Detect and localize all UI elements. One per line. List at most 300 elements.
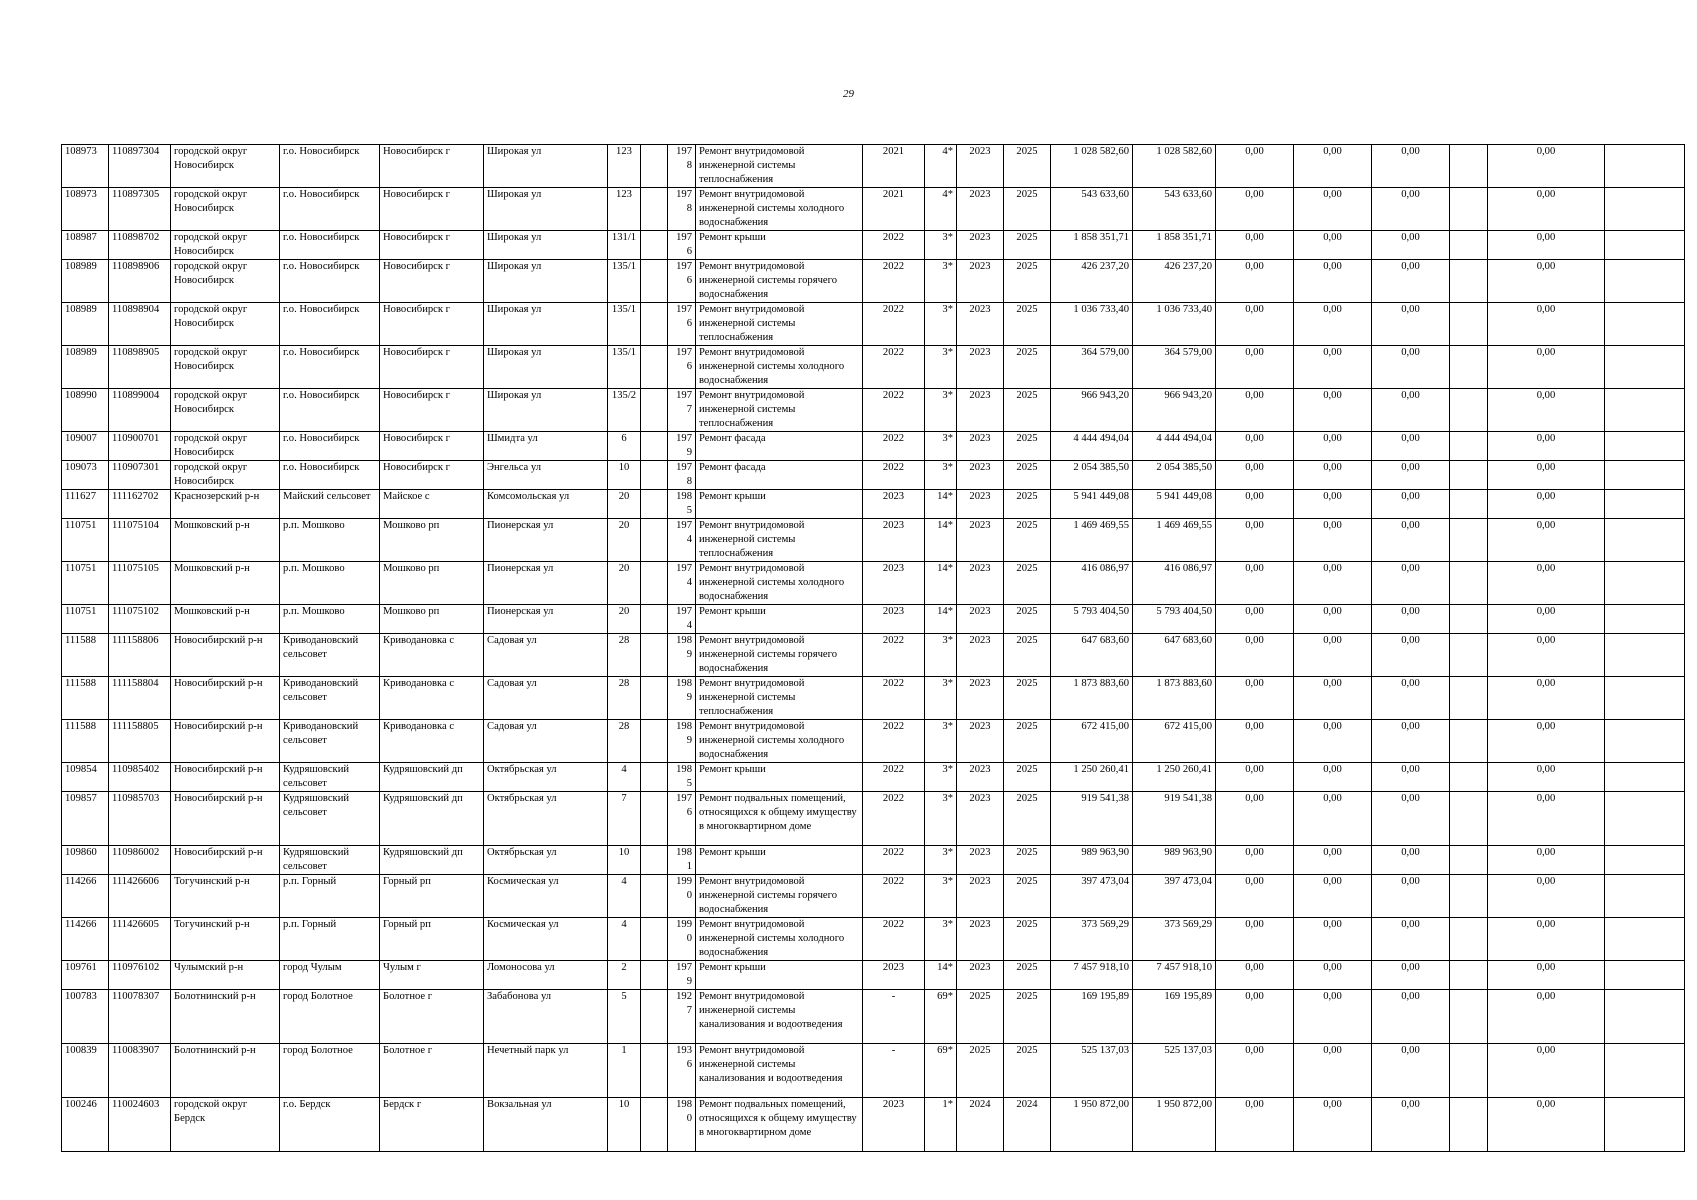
cell-municipality: городской округ Новосибирск xyxy=(171,389,280,432)
cell-work-type: Ремонт внутридомовой инженерной системы теплоснабжения xyxy=(696,145,863,188)
cell-regional-budget: 0,00 xyxy=(1294,918,1372,961)
cell-object-id: 108990 xyxy=(62,389,109,432)
cell-total-cost: 966 943,20 xyxy=(1051,389,1133,432)
cell-regional-fund: 397 473,04 xyxy=(1133,875,1216,918)
cell-note-mark: 3* xyxy=(925,346,957,389)
cell-work-id: 110897305 xyxy=(109,188,171,231)
cell-work-id: 111075102 xyxy=(109,605,171,634)
cell-building-letter xyxy=(641,1044,668,1098)
cell-blank-col xyxy=(1605,720,1685,763)
cell-extra-col xyxy=(1450,490,1488,519)
cell-settlement-type: Криводановский сельсовет xyxy=(280,720,380,763)
cell-regional-budget: 0,00 xyxy=(1294,389,1372,432)
table-row xyxy=(62,231,1685,260)
cell-start-year: 2023 xyxy=(957,634,1004,677)
cell-work-type: Ремонт внутридомовой инженерной системы теплоснабжения xyxy=(696,677,863,720)
cell-end-year: 2025 xyxy=(1004,346,1051,389)
cell-object-id: 111627 xyxy=(62,490,109,519)
cell-extra-col xyxy=(1450,990,1488,1044)
cell-settlement-type: г.о. Новосибирск xyxy=(280,303,380,346)
cell-extra-col xyxy=(1450,763,1488,792)
cell-year-built: 1990 xyxy=(668,875,696,918)
cell-total-cost: 1 858 351,71 xyxy=(1051,231,1133,260)
cell-locality: Горный рп xyxy=(380,918,484,961)
cell-year-built: 1978 xyxy=(668,188,696,231)
cell-extra-col xyxy=(1450,303,1488,346)
cell-owners-funds: 0,00 xyxy=(1488,260,1605,303)
cell-work-type: Ремонт крыши xyxy=(696,846,863,875)
cell-extra-col xyxy=(1450,461,1488,490)
cell-object-id: 109073 xyxy=(62,461,109,490)
cell-settlement-type: Криводановский сельсовет xyxy=(280,677,380,720)
cell-work-type: Ремонт подвальных помещений, относящихся к общему имуществу в многоквартирном доме xyxy=(696,1098,863,1152)
cell-municipality: Краснозерский р-н xyxy=(171,490,280,519)
cell-work-id: 111158806 xyxy=(109,634,171,677)
cell-start-year: 2023 xyxy=(957,846,1004,875)
cell-blank-col xyxy=(1605,1044,1685,1098)
cell-settlement-type: р.п. Горный xyxy=(280,918,380,961)
cell-settlement-type: Кудряшовский сельсовет xyxy=(280,846,380,875)
cell-end-year: 2025 xyxy=(1004,562,1051,605)
cell-total-cost: 169 195,89 xyxy=(1051,990,1133,1044)
cell-settlement-type: г.о. Бердск xyxy=(280,1098,380,1152)
cell-object-id: 110751 xyxy=(62,519,109,562)
cell-regional-budget: 0,00 xyxy=(1294,605,1372,634)
cell-total-cost: 672 415,00 xyxy=(1051,720,1133,763)
cell-local-budget: 0,00 xyxy=(1372,792,1450,846)
cell-local-budget: 0,00 xyxy=(1372,432,1450,461)
cell-extra-col xyxy=(1450,634,1488,677)
cell-street: Октябрьская ул xyxy=(484,792,608,846)
cell-regional-fund: 416 086,97 xyxy=(1133,562,1216,605)
cell-municipality: Новосибирский р-н xyxy=(171,792,280,846)
cell-building-letter xyxy=(641,846,668,875)
cell-regional-fund: 919 541,38 xyxy=(1133,792,1216,846)
cell-year-built: 1978 xyxy=(668,461,696,490)
cell-local-budget: 0,00 xyxy=(1372,346,1450,389)
cell-end-year: 2025 xyxy=(1004,634,1051,677)
cell-federal-funds: 0,00 xyxy=(1216,961,1294,990)
cell-note-mark: 3* xyxy=(925,432,957,461)
cell-building-letter xyxy=(641,918,668,961)
cell-start-year: 2023 xyxy=(957,346,1004,389)
cell-settlement-type: г.о. Новосибирск xyxy=(280,231,380,260)
cell-building-letter xyxy=(641,562,668,605)
cell-year-built: 1976 xyxy=(668,231,696,260)
cell-extra-col xyxy=(1450,260,1488,303)
cell-extra-col xyxy=(1450,605,1488,634)
cell-extra-col xyxy=(1450,145,1488,188)
cell-regional-budget: 0,00 xyxy=(1294,1098,1372,1152)
cell-extra-col xyxy=(1450,875,1488,918)
cell-year-planned: 2022 xyxy=(863,346,925,389)
cell-street: Садовая ул xyxy=(484,677,608,720)
cell-extra-col xyxy=(1450,188,1488,231)
cell-owners-funds: 0,00 xyxy=(1488,1044,1605,1098)
cell-note-mark: 14* xyxy=(925,961,957,990)
cell-year-built: 1977 xyxy=(668,389,696,432)
cell-regional-budget: 0,00 xyxy=(1294,990,1372,1044)
cell-regional-budget: 0,00 xyxy=(1294,677,1372,720)
cell-year-planned: 2022 xyxy=(863,792,925,846)
cell-work-id: 110898905 xyxy=(109,346,171,389)
cell-street: Широкая ул xyxy=(484,145,608,188)
cell-object-id: 100246 xyxy=(62,1098,109,1152)
cell-settlement-type: р.п. Мошково xyxy=(280,562,380,605)
cell-house-number: 28 xyxy=(608,677,641,720)
cell-owners-funds: 0,00 xyxy=(1488,677,1605,720)
cell-year-planned: 2022 xyxy=(863,763,925,792)
cell-work-id: 110985703 xyxy=(109,792,171,846)
cell-work-id: 110078307 xyxy=(109,990,171,1044)
cell-settlement-type: г.о. Новосибирск xyxy=(280,260,380,303)
cell-blank-col xyxy=(1605,432,1685,461)
cell-work-type: Ремонт крыши xyxy=(696,605,863,634)
cell-locality: Новосибирск г xyxy=(380,231,484,260)
cell-year-planned: 2023 xyxy=(863,961,925,990)
table-row xyxy=(62,720,1685,763)
cell-regional-budget: 0,00 xyxy=(1294,432,1372,461)
cell-work-type: Ремонт внутридомовой инженерной системы канализования и водоотведения xyxy=(696,1044,863,1098)
cell-house-number: 4 xyxy=(608,875,641,918)
cell-street: Вокзальная ул xyxy=(484,1098,608,1152)
table-row xyxy=(62,918,1685,961)
cell-regional-fund: 1 858 351,71 xyxy=(1133,231,1216,260)
cell-regional-fund: 426 237,20 xyxy=(1133,260,1216,303)
cell-note-mark: 14* xyxy=(925,490,957,519)
cell-end-year: 2025 xyxy=(1004,763,1051,792)
cell-locality: Кудряшовский дп xyxy=(380,792,484,846)
cell-year-built: 1974 xyxy=(668,519,696,562)
cell-regional-budget: 0,00 xyxy=(1294,461,1372,490)
cell-note-mark: 3* xyxy=(925,677,957,720)
cell-owners-funds: 0,00 xyxy=(1488,519,1605,562)
cell-building-letter xyxy=(641,990,668,1044)
cell-year-built: 1976 xyxy=(668,303,696,346)
cell-total-cost: 1 873 883,60 xyxy=(1051,677,1133,720)
cell-locality: Мошково рп xyxy=(380,562,484,605)
cell-start-year: 2023 xyxy=(957,519,1004,562)
cell-year-built: 1976 xyxy=(668,260,696,303)
cell-end-year: 2025 xyxy=(1004,490,1051,519)
cell-house-number: 7 xyxy=(608,792,641,846)
cell-locality: Новосибирск г xyxy=(380,188,484,231)
table-row xyxy=(62,303,1685,346)
cell-object-id: 114266 xyxy=(62,918,109,961)
cell-object-id: 109860 xyxy=(62,846,109,875)
cell-work-id: 111158804 xyxy=(109,677,171,720)
cell-year-built: 1974 xyxy=(668,605,696,634)
cell-blank-col xyxy=(1605,634,1685,677)
cell-federal-funds: 0,00 xyxy=(1216,846,1294,875)
cell-blank-col xyxy=(1605,990,1685,1044)
cell-work-id: 110898906 xyxy=(109,260,171,303)
cell-note-mark: 69* xyxy=(925,1044,957,1098)
cell-year-planned: - xyxy=(863,990,925,1044)
cell-municipality: Мошковский р-н xyxy=(171,519,280,562)
cell-note-mark: 14* xyxy=(925,562,957,605)
cell-end-year: 2025 xyxy=(1004,145,1051,188)
cell-end-year: 2025 xyxy=(1004,990,1051,1044)
cell-object-id: 109007 xyxy=(62,432,109,461)
cell-object-id: 109854 xyxy=(62,763,109,792)
cell-total-cost: 373 569,29 xyxy=(1051,918,1133,961)
cell-settlement-type: город Болотное xyxy=(280,990,380,1044)
cell-settlement-type: г.о. Новосибирск xyxy=(280,389,380,432)
cell-note-mark: 3* xyxy=(925,763,957,792)
cell-building-letter xyxy=(641,303,668,346)
cell-total-cost: 364 579,00 xyxy=(1051,346,1133,389)
cell-local-budget: 0,00 xyxy=(1372,605,1450,634)
cell-owners-funds: 0,00 xyxy=(1488,875,1605,918)
cell-owners-funds: 0,00 xyxy=(1488,763,1605,792)
cell-federal-funds: 0,00 xyxy=(1216,461,1294,490)
page-number: 29 xyxy=(843,88,854,100)
cell-federal-funds: 0,00 xyxy=(1216,763,1294,792)
cell-locality: Криводановка с xyxy=(380,634,484,677)
cell-street: Пионерская ул xyxy=(484,562,608,605)
cell-street: Энгельса ул xyxy=(484,461,608,490)
cell-federal-funds: 0,00 xyxy=(1216,634,1294,677)
cell-street: Космическая ул xyxy=(484,918,608,961)
cell-regional-fund: 5 941 449,08 xyxy=(1133,490,1216,519)
cell-building-letter xyxy=(641,519,668,562)
cell-blank-col xyxy=(1605,260,1685,303)
cell-year-planned: 2022 xyxy=(863,875,925,918)
cell-building-letter xyxy=(641,389,668,432)
cell-year-built: 1990 xyxy=(668,918,696,961)
cell-year-planned: 2022 xyxy=(863,677,925,720)
cell-note-mark: 3* xyxy=(925,303,957,346)
cell-settlement-type: Криводановский сельсовет xyxy=(280,634,380,677)
cell-work-type: Ремонт внутридомовой инженерной системы канализования и водоотведения xyxy=(696,990,863,1044)
cell-municipality: Новосибирский р-н xyxy=(171,634,280,677)
table-row xyxy=(62,792,1685,846)
cell-year-planned: 2022 xyxy=(863,846,925,875)
cell-work-type: Ремонт подвальных помещений, относящихся к общему имуществу в многоквартирном доме xyxy=(696,792,863,846)
cell-locality: Новосибирск г xyxy=(380,303,484,346)
cell-house-number: 5 xyxy=(608,990,641,1044)
cell-building-letter xyxy=(641,763,668,792)
cell-municipality: городской округ Новосибирск xyxy=(171,461,280,490)
cell-local-budget: 0,00 xyxy=(1372,677,1450,720)
cell-street: Широкая ул xyxy=(484,260,608,303)
cell-year-planned: 2022 xyxy=(863,303,925,346)
cell-local-budget: 0,00 xyxy=(1372,918,1450,961)
cell-locality: Болотное г xyxy=(380,990,484,1044)
cell-note-mark: 4* xyxy=(925,145,957,188)
cell-regional-fund: 543 633,60 xyxy=(1133,188,1216,231)
cell-local-budget: 0,00 xyxy=(1372,461,1450,490)
cell-settlement-type: Майский сельсовет xyxy=(280,490,380,519)
cell-house-number: 4 xyxy=(608,763,641,792)
cell-settlement-type: г.о. Новосибирск xyxy=(280,346,380,389)
cell-street: Забабонова ул xyxy=(484,990,608,1044)
cell-end-year: 2025 xyxy=(1004,1044,1051,1098)
cell-note-mark: 3* xyxy=(925,231,957,260)
cell-locality: Кудряшовский дп xyxy=(380,846,484,875)
cell-locality: Бердск г xyxy=(380,1098,484,1152)
cell-blank-col xyxy=(1605,918,1685,961)
cell-work-id: 110083907 xyxy=(109,1044,171,1098)
cell-work-type: Ремонт крыши xyxy=(696,490,863,519)
cell-owners-funds: 0,00 xyxy=(1488,961,1605,990)
cell-blank-col xyxy=(1605,145,1685,188)
table-row xyxy=(62,432,1685,461)
cell-municipality: Новосибирский р-н xyxy=(171,846,280,875)
cell-note-mark: 3* xyxy=(925,634,957,677)
cell-year-planned: 2023 xyxy=(863,490,925,519)
cell-street: Широкая ул xyxy=(484,188,608,231)
table-row xyxy=(62,634,1685,677)
cell-blank-col xyxy=(1605,875,1685,918)
cell-extra-col xyxy=(1450,792,1488,846)
cell-locality: Новосибирск г xyxy=(380,461,484,490)
cell-end-year: 2025 xyxy=(1004,303,1051,346)
cell-extra-col xyxy=(1450,389,1488,432)
cell-federal-funds: 0,00 xyxy=(1216,490,1294,519)
cell-end-year: 2025 xyxy=(1004,605,1051,634)
cell-municipality: Болотнинский р-н xyxy=(171,1044,280,1098)
cell-extra-col xyxy=(1450,231,1488,260)
cell-blank-col xyxy=(1605,605,1685,634)
cell-start-year: 2023 xyxy=(957,961,1004,990)
cell-settlement-type: р.п. Горный xyxy=(280,875,380,918)
cell-extra-col xyxy=(1450,677,1488,720)
cell-object-id: 111588 xyxy=(62,634,109,677)
cell-regional-fund: 169 195,89 xyxy=(1133,990,1216,1044)
cell-year-built: 1985 xyxy=(668,763,696,792)
cell-regional-fund: 1 873 883,60 xyxy=(1133,677,1216,720)
cell-work-id: 110898904 xyxy=(109,303,171,346)
cell-note-mark: 4* xyxy=(925,188,957,231)
cell-street: Октябрьская ул xyxy=(484,846,608,875)
cell-street: Садовая ул xyxy=(484,634,608,677)
cell-regional-budget: 0,00 xyxy=(1294,519,1372,562)
cell-note-mark: 3* xyxy=(925,389,957,432)
cell-municipality: городской округ Новосибирск xyxy=(171,231,280,260)
cell-start-year: 2023 xyxy=(957,792,1004,846)
cell-end-year: 2025 xyxy=(1004,720,1051,763)
cell-local-budget: 0,00 xyxy=(1372,188,1450,231)
cell-federal-funds: 0,00 xyxy=(1216,231,1294,260)
cell-total-cost: 4 444 494,04 xyxy=(1051,432,1133,461)
cell-object-id: 100783 xyxy=(62,990,109,1044)
table-row xyxy=(62,961,1685,990)
cell-total-cost: 5 793 404,50 xyxy=(1051,605,1133,634)
cell-street: Широкая ул xyxy=(484,389,608,432)
cell-object-id: 108973 xyxy=(62,145,109,188)
cell-extra-col xyxy=(1450,961,1488,990)
cell-year-built: 1989 xyxy=(668,634,696,677)
cell-street: Октябрьская ул xyxy=(484,763,608,792)
cell-owners-funds: 0,00 xyxy=(1488,346,1605,389)
cell-work-id: 111075104 xyxy=(109,519,171,562)
cell-municipality: городской округ Новосибирск xyxy=(171,145,280,188)
cell-street: Садовая ул xyxy=(484,720,608,763)
cell-note-mark: 3* xyxy=(925,846,957,875)
cell-locality: Криводановка с xyxy=(380,677,484,720)
cell-owners-funds: 0,00 xyxy=(1488,918,1605,961)
cell-blank-col xyxy=(1605,490,1685,519)
cell-object-id: 108973 xyxy=(62,188,109,231)
cell-blank-col xyxy=(1605,461,1685,490)
cell-building-letter xyxy=(641,605,668,634)
cell-end-year: 2025 xyxy=(1004,260,1051,303)
cell-work-type: Ремонт фасада xyxy=(696,432,863,461)
cell-owners-funds: 0,00 xyxy=(1488,1098,1605,1152)
cell-house-number: 135/1 xyxy=(608,346,641,389)
cell-house-number: 135/1 xyxy=(608,303,641,346)
cell-municipality: городской округ Бердск xyxy=(171,1098,280,1152)
cell-work-type: Ремонт крыши xyxy=(696,231,863,260)
cell-year-built: 1979 xyxy=(668,961,696,990)
cell-blank-col xyxy=(1605,188,1685,231)
cell-house-number: 123 xyxy=(608,188,641,231)
table-row xyxy=(62,763,1685,792)
cell-end-year: 2025 xyxy=(1004,677,1051,720)
cell-extra-col xyxy=(1450,432,1488,461)
cell-start-year: 2023 xyxy=(957,260,1004,303)
cell-locality: Кудряшовский дп xyxy=(380,763,484,792)
cell-settlement-type: город Болотное xyxy=(280,1044,380,1098)
cell-year-planned: 2023 xyxy=(863,605,925,634)
cell-year-planned: 2022 xyxy=(863,231,925,260)
cell-building-letter xyxy=(641,432,668,461)
cell-total-cost: 416 086,97 xyxy=(1051,562,1133,605)
cell-object-id: 100839 xyxy=(62,1044,109,1098)
cell-total-cost: 525 137,03 xyxy=(1051,1044,1133,1098)
cell-end-year: 2025 xyxy=(1004,188,1051,231)
cell-extra-col xyxy=(1450,1044,1488,1098)
cell-street: Нечетный парк ул xyxy=(484,1044,608,1098)
cell-municipality: Мошковский р-н xyxy=(171,605,280,634)
cell-blank-col xyxy=(1605,846,1685,875)
cell-locality: Новосибирск г xyxy=(380,346,484,389)
cell-year-planned: 2021 xyxy=(863,188,925,231)
cell-regional-fund: 364 579,00 xyxy=(1133,346,1216,389)
cell-end-year: 2025 xyxy=(1004,961,1051,990)
cell-building-letter xyxy=(641,1098,668,1152)
cell-house-number: 2 xyxy=(608,961,641,990)
table-row xyxy=(62,875,1685,918)
cell-year-built: 1976 xyxy=(668,792,696,846)
cell-blank-col xyxy=(1605,1098,1685,1152)
cell-federal-funds: 0,00 xyxy=(1216,188,1294,231)
cell-house-number: 4 xyxy=(608,918,641,961)
cell-end-year: 2025 xyxy=(1004,846,1051,875)
cell-federal-funds: 0,00 xyxy=(1216,990,1294,1044)
cell-start-year: 2023 xyxy=(957,303,1004,346)
cell-regional-fund: 373 569,29 xyxy=(1133,918,1216,961)
cell-federal-funds: 0,00 xyxy=(1216,260,1294,303)
cell-regional-fund: 1 950 872,00 xyxy=(1133,1098,1216,1152)
cell-total-cost: 647 683,60 xyxy=(1051,634,1133,677)
cell-building-letter xyxy=(641,461,668,490)
cell-locality: Мошково рп xyxy=(380,605,484,634)
cell-local-budget: 0,00 xyxy=(1372,720,1450,763)
cell-regional-budget: 0,00 xyxy=(1294,846,1372,875)
cell-local-budget: 0,00 xyxy=(1372,634,1450,677)
cell-owners-funds: 0,00 xyxy=(1488,990,1605,1044)
cell-local-budget: 0,00 xyxy=(1372,490,1450,519)
cell-object-id: 109857 xyxy=(62,792,109,846)
cell-street: Пионерская ул xyxy=(484,519,608,562)
cell-year-planned: 2021 xyxy=(863,145,925,188)
cell-work-type: Ремонт крыши xyxy=(696,763,863,792)
cell-federal-funds: 0,00 xyxy=(1216,605,1294,634)
table-row xyxy=(62,1044,1685,1098)
